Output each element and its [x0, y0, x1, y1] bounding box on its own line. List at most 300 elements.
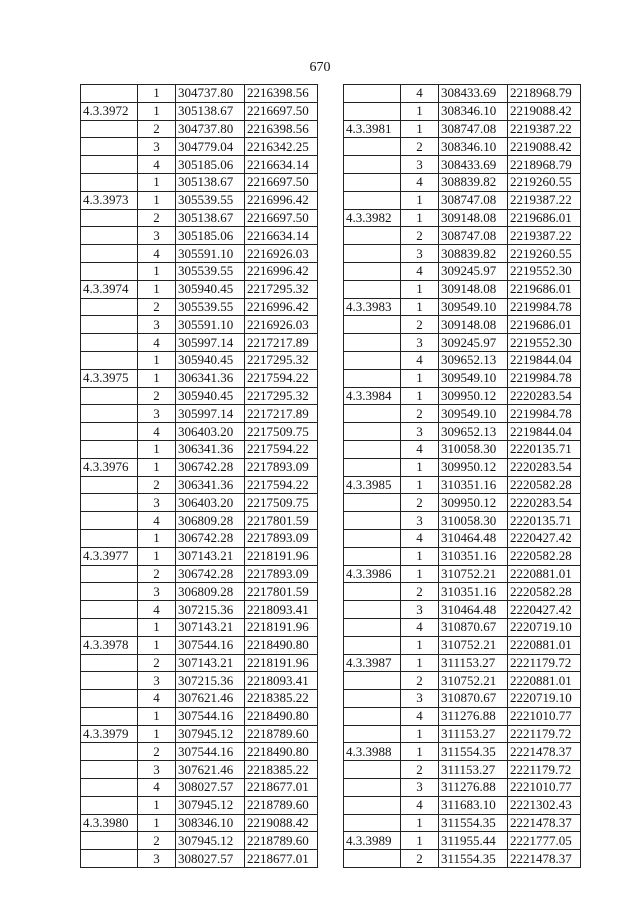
- x-coordinate-cell: 309950.12: [439, 387, 508, 405]
- point-number-cell: 1: [138, 814, 176, 832]
- x-coordinate-cell: 305997.14: [176, 405, 245, 423]
- table-row: [344, 636, 581, 654]
- x-coordinate-cell: 307945.12: [176, 796, 245, 814]
- x-coordinate-cell: 309245.97: [439, 334, 508, 352]
- table-row: [81, 262, 318, 280]
- parcel-id-cell: [81, 690, 138, 708]
- parcel-id-cell: [344, 85, 401, 103]
- parcel-id-cell: [344, 173, 401, 191]
- x-coordinate-cell: 309652.13: [439, 423, 508, 441]
- parcel-id-cell: [344, 761, 401, 779]
- point-number-cell: 3: [138, 227, 176, 245]
- table-row: [344, 529, 581, 547]
- parcel-id-cell: 4.3.3978: [81, 636, 138, 654]
- x-coordinate-cell: 306742.28: [176, 565, 245, 583]
- y-coordinate-cell: 2219984.78: [508, 369, 581, 387]
- x-coordinate-cell: 306341.36: [176, 369, 245, 387]
- point-number-cell: 1: [138, 725, 176, 743]
- table-row: [81, 761, 318, 779]
- parcel-id-cell: [81, 298, 138, 316]
- point-number-cell: 4: [401, 796, 439, 814]
- x-coordinate-cell: 309148.08: [439, 316, 508, 334]
- point-number-cell: 2: [401, 850, 439, 868]
- y-coordinate-cell: 2219387.22: [508, 227, 581, 245]
- page-number: 670: [309, 60, 331, 75]
- parcel-id-cell: [344, 494, 401, 512]
- x-coordinate-cell: 305138.67: [176, 102, 245, 120]
- y-coordinate-cell: 2218093.41: [245, 672, 318, 690]
- y-coordinate-cell: 2221478.37: [508, 743, 581, 761]
- table-row: [344, 458, 581, 476]
- point-number-cell: 4: [138, 245, 176, 263]
- table-row: [344, 707, 581, 725]
- point-number-cell: 1: [401, 387, 439, 405]
- x-coordinate-cell: 309148.08: [439, 209, 508, 227]
- point-number-cell: 2: [401, 405, 439, 423]
- y-coordinate-cell: 2219387.22: [508, 191, 581, 209]
- y-coordinate-cell: 2216996.42: [245, 191, 318, 209]
- x-coordinate-cell: 310870.67: [439, 690, 508, 708]
- x-coordinate-cell: 305591.10: [176, 316, 245, 334]
- point-number-cell: 1: [401, 725, 439, 743]
- table-row: [81, 369, 318, 387]
- parcel-id-cell: 4.3.3979: [81, 725, 138, 743]
- point-number-cell: 2: [401, 227, 439, 245]
- parcel-id-cell: [344, 102, 401, 120]
- point-number-cell: 1: [401, 743, 439, 761]
- y-coordinate-cell: 2217217.89: [245, 334, 318, 352]
- parcel-id-cell: [81, 565, 138, 583]
- point-number-cell: 1: [138, 547, 176, 565]
- parcel-id-cell: [344, 725, 401, 743]
- point-number-cell: 2: [138, 120, 176, 138]
- point-number-cell: 3: [401, 512, 439, 530]
- point-number-cell: 1: [401, 832, 439, 850]
- y-coordinate-cell: 2220283.54: [508, 387, 581, 405]
- table-row: [81, 280, 318, 298]
- y-coordinate-cell: 2218191.96: [245, 654, 318, 672]
- parcel-id-cell: [81, 440, 138, 458]
- y-coordinate-cell: 2220135.71: [508, 512, 581, 530]
- x-coordinate-cell: 305138.67: [176, 173, 245, 191]
- x-coordinate-cell: 310058.30: [439, 440, 508, 458]
- y-coordinate-cell: 2221010.77: [508, 707, 581, 725]
- x-coordinate-cell: 307143.21: [176, 618, 245, 636]
- y-coordinate-cell: 2219984.78: [508, 405, 581, 423]
- table-row: [344, 245, 581, 263]
- table-row: [344, 334, 581, 352]
- parcel-id-cell: [81, 334, 138, 352]
- x-coordinate-cell: 309549.10: [439, 405, 508, 423]
- y-coordinate-cell: 2221179.72: [508, 654, 581, 672]
- parcel-id-cell: [344, 405, 401, 423]
- x-coordinate-cell: 308433.69: [439, 85, 508, 103]
- y-coordinate-cell: 2219844.04: [508, 423, 581, 441]
- parcel-id-cell: [81, 601, 138, 619]
- coordinate-table-left: [80, 84, 318, 868]
- table-row: [81, 636, 318, 654]
- y-coordinate-cell: 2218191.96: [245, 618, 318, 636]
- x-coordinate-cell: 305997.14: [176, 334, 245, 352]
- x-coordinate-cell: 308346.10: [176, 814, 245, 832]
- point-number-cell: 2: [401, 761, 439, 779]
- table-row: [344, 618, 581, 636]
- y-coordinate-cell: 2218490.80: [245, 743, 318, 761]
- parcel-id-cell: [81, 423, 138, 441]
- x-coordinate-cell: 310351.16: [439, 547, 508, 565]
- y-coordinate-cell: 2219088.42: [508, 138, 581, 156]
- point-number-cell: 1: [138, 102, 176, 120]
- y-coordinate-cell: 2219387.22: [508, 120, 581, 138]
- parcel-id-cell: [81, 850, 138, 868]
- table-row: [344, 440, 581, 458]
- point-number-cell: 2: [138, 832, 176, 850]
- table-row: [344, 850, 581, 868]
- point-number-cell: 3: [138, 494, 176, 512]
- y-coordinate-cell: 2219552.30: [508, 334, 581, 352]
- x-coordinate-cell: 307945.12: [176, 832, 245, 850]
- parcel-id-cell: [81, 156, 138, 174]
- parcel-id-cell: 4.3.3980: [81, 814, 138, 832]
- y-coordinate-cell: 2218789.60: [245, 832, 318, 850]
- point-number-cell: 3: [138, 672, 176, 690]
- x-coordinate-cell: 309245.97: [439, 262, 508, 280]
- x-coordinate-cell: 310058.30: [439, 512, 508, 530]
- parcel-id-cell: [81, 779, 138, 797]
- point-number-cell: 1: [401, 298, 439, 316]
- x-coordinate-cell: 308346.10: [439, 138, 508, 156]
- table-row: [81, 779, 318, 797]
- table-row: [81, 725, 318, 743]
- x-coordinate-cell: 311554.35: [439, 814, 508, 832]
- x-coordinate-cell: 310351.16: [439, 583, 508, 601]
- x-coordinate-cell: 311153.27: [439, 725, 508, 743]
- point-number-cell: 1: [138, 707, 176, 725]
- y-coordinate-cell: 2219686.01: [508, 280, 581, 298]
- table-row: [344, 565, 581, 583]
- parcel-id-cell: [81, 173, 138, 191]
- x-coordinate-cell: 308027.57: [176, 850, 245, 868]
- point-number-cell: 4: [401, 440, 439, 458]
- parcel-id-cell: [344, 707, 401, 725]
- x-coordinate-cell: 309549.10: [439, 298, 508, 316]
- parcel-id-cell: 4.3.3981: [344, 120, 401, 138]
- point-number-cell: 3: [138, 405, 176, 423]
- y-coordinate-cell: 2217295.32: [245, 387, 318, 405]
- parcel-id-cell: [344, 280, 401, 298]
- table-row: [344, 209, 581, 227]
- y-coordinate-cell: 2218385.22: [245, 761, 318, 779]
- table-row: [344, 262, 581, 280]
- parcel-id-cell: [344, 440, 401, 458]
- parcel-id-cell: 4.3.3975: [81, 369, 138, 387]
- point-number-cell: 3: [401, 779, 439, 797]
- x-coordinate-cell: 306403.20: [176, 423, 245, 441]
- y-coordinate-cell: 2218093.41: [245, 601, 318, 619]
- point-number-cell: 4: [138, 512, 176, 530]
- parcel-id-cell: [81, 529, 138, 547]
- point-number-cell: 2: [138, 298, 176, 316]
- x-coordinate-cell: 311955.44: [439, 832, 508, 850]
- x-coordinate-cell: 305940.45: [176, 351, 245, 369]
- table-row: [81, 102, 318, 120]
- x-coordinate-cell: 307143.21: [176, 654, 245, 672]
- x-coordinate-cell: 310752.21: [439, 565, 508, 583]
- point-number-cell: 1: [138, 369, 176, 387]
- x-coordinate-cell: 306341.36: [176, 476, 245, 494]
- y-coordinate-cell: 2221179.72: [508, 725, 581, 743]
- x-coordinate-cell: 309652.13: [439, 351, 508, 369]
- y-coordinate-cell: 2219984.78: [508, 298, 581, 316]
- table-row: [344, 316, 581, 334]
- table-row: [81, 120, 318, 138]
- y-coordinate-cell: 2219260.55: [508, 245, 581, 263]
- table-row: [81, 494, 318, 512]
- parcel-id-cell: [81, 796, 138, 814]
- x-coordinate-cell: 306341.36: [176, 440, 245, 458]
- x-coordinate-cell: 305185.06: [176, 156, 245, 174]
- parcel-id-cell: [81, 227, 138, 245]
- point-number-cell: 4: [401, 529, 439, 547]
- parcel-id-cell: [344, 529, 401, 547]
- point-number-cell: 4: [401, 173, 439, 191]
- point-number-cell: 1: [401, 547, 439, 565]
- y-coordinate-cell: 2218789.60: [245, 725, 318, 743]
- parcel-id-cell: [344, 583, 401, 601]
- point-number-cell: 3: [401, 690, 439, 708]
- point-number-cell: 4: [138, 334, 176, 352]
- point-number-cell: 1: [401, 102, 439, 120]
- parcel-id-cell: [81, 761, 138, 779]
- parcel-id-cell: [344, 156, 401, 174]
- y-coordinate-cell: 2220881.01: [508, 672, 581, 690]
- point-number-cell: 3: [401, 245, 439, 263]
- y-coordinate-cell: 2220719.10: [508, 618, 581, 636]
- point-number-cell: 2: [138, 476, 176, 494]
- parcel-id-cell: 4.3.3973: [81, 191, 138, 209]
- table-row: [81, 618, 318, 636]
- y-coordinate-cell: 2221010.77: [508, 779, 581, 797]
- x-coordinate-cell: 305539.55: [176, 298, 245, 316]
- x-coordinate-cell: 311554.35: [439, 850, 508, 868]
- x-coordinate-cell: 311276.88: [439, 779, 508, 797]
- point-number-cell: 2: [138, 565, 176, 583]
- y-coordinate-cell: 2220719.10: [508, 690, 581, 708]
- table-row: [81, 316, 318, 334]
- parcel-id-cell: 4.3.3988: [344, 743, 401, 761]
- x-coordinate-cell: 310464.48: [439, 601, 508, 619]
- point-number-cell: 1: [138, 529, 176, 547]
- table-row: [81, 565, 318, 583]
- table-row: [344, 547, 581, 565]
- x-coordinate-cell: 307621.46: [176, 761, 245, 779]
- parcel-id-cell: [344, 814, 401, 832]
- y-coordinate-cell: 2221777.05: [508, 832, 581, 850]
- point-number-cell: 4: [401, 618, 439, 636]
- parcel-id-cell: [81, 138, 138, 156]
- y-coordinate-cell: 2216996.42: [245, 262, 318, 280]
- table-row: [344, 601, 581, 619]
- parcel-id-cell: [81, 387, 138, 405]
- table-row: [81, 138, 318, 156]
- table-row: [344, 423, 581, 441]
- x-coordinate-cell: 307143.21: [176, 547, 245, 565]
- table-row: [81, 173, 318, 191]
- point-number-cell: 4: [138, 601, 176, 619]
- table-row: [344, 761, 581, 779]
- parcel-id-cell: [81, 262, 138, 280]
- y-coordinate-cell: 2220881.01: [508, 565, 581, 583]
- parcel-id-cell: [81, 405, 138, 423]
- y-coordinate-cell: 2220283.54: [508, 458, 581, 476]
- x-coordinate-cell: 306742.28: [176, 458, 245, 476]
- table-row: [344, 654, 581, 672]
- y-coordinate-cell: 2217594.22: [245, 369, 318, 387]
- table-row: [344, 690, 581, 708]
- parcel-id-cell: [344, 369, 401, 387]
- parcel-id-cell: [81, 351, 138, 369]
- table-row: [81, 654, 318, 672]
- y-coordinate-cell: 2216697.50: [245, 102, 318, 120]
- point-number-cell: 1: [401, 565, 439, 583]
- point-number-cell: 3: [401, 423, 439, 441]
- point-number-cell: 4: [138, 690, 176, 708]
- y-coordinate-cell: 2216398.56: [245, 120, 318, 138]
- point-number-cell: 4: [401, 262, 439, 280]
- x-coordinate-cell: 311276.88: [439, 707, 508, 725]
- table-row: [81, 351, 318, 369]
- y-coordinate-cell: 2219844.04: [508, 351, 581, 369]
- parcel-id-cell: 4.3.3976: [81, 458, 138, 476]
- table-row: [344, 387, 581, 405]
- point-number-cell: 4: [138, 423, 176, 441]
- table-row: [344, 512, 581, 530]
- point-number-cell: 1: [138, 262, 176, 280]
- parcel-id-cell: [81, 672, 138, 690]
- table-row: [344, 85, 581, 103]
- table-row: [344, 672, 581, 690]
- x-coordinate-cell: 305138.67: [176, 209, 245, 227]
- parcel-id-cell: [344, 316, 401, 334]
- point-number-cell: 2: [401, 316, 439, 334]
- point-number-cell: 1: [401, 476, 439, 494]
- parcel-id-cell: 4.3.3986: [344, 565, 401, 583]
- y-coordinate-cell: 2218490.80: [245, 707, 318, 725]
- y-coordinate-cell: 2221179.72: [508, 761, 581, 779]
- parcel-id-cell: [344, 138, 401, 156]
- parcel-id-cell: [344, 690, 401, 708]
- x-coordinate-cell: 304737.80: [176, 120, 245, 138]
- table-row: [81, 547, 318, 565]
- point-number-cell: 1: [401, 191, 439, 209]
- point-number-cell: 2: [138, 209, 176, 227]
- y-coordinate-cell: 2219552.30: [508, 262, 581, 280]
- table-row: [344, 583, 581, 601]
- parcel-id-cell: 4.3.3977: [81, 547, 138, 565]
- parcel-id-cell: [344, 458, 401, 476]
- parcel-id-cell: [81, 209, 138, 227]
- parcel-id-cell: [344, 262, 401, 280]
- x-coordinate-cell: 309950.12: [439, 494, 508, 512]
- x-coordinate-cell: 308747.08: [439, 227, 508, 245]
- y-coordinate-cell: 2218968.79: [508, 85, 581, 103]
- table-row: [81, 423, 318, 441]
- point-number-cell: 4: [401, 85, 439, 103]
- parcel-id-cell: 4.3.3982: [344, 209, 401, 227]
- point-number-cell: 1: [138, 618, 176, 636]
- point-number-cell: 1: [138, 85, 176, 103]
- point-number-cell: 1: [138, 191, 176, 209]
- y-coordinate-cell: 2220582.28: [508, 476, 581, 494]
- point-number-cell: 2: [138, 654, 176, 672]
- x-coordinate-cell: 308747.08: [439, 120, 508, 138]
- parcel-id-cell: [344, 227, 401, 245]
- parcel-id-cell: [344, 601, 401, 619]
- y-coordinate-cell: 2219686.01: [508, 209, 581, 227]
- table-row: [344, 405, 581, 423]
- y-coordinate-cell: 2218677.01: [245, 850, 318, 868]
- parcel-id-cell: [344, 796, 401, 814]
- y-coordinate-cell: 2218385.22: [245, 690, 318, 708]
- y-coordinate-cell: 2220427.42: [508, 601, 581, 619]
- parcel-id-cell: [81, 120, 138, 138]
- parcel-id-cell: 4.3.3983: [344, 298, 401, 316]
- point-number-cell: 1: [401, 209, 439, 227]
- x-coordinate-cell: 307215.36: [176, 601, 245, 619]
- parcel-id-cell: [81, 316, 138, 334]
- parcel-id-cell: [344, 423, 401, 441]
- parcel-id-cell: [81, 707, 138, 725]
- parcel-id-cell: 4.3.3984: [344, 387, 401, 405]
- table-row: [344, 494, 581, 512]
- table-row: [344, 120, 581, 138]
- y-coordinate-cell: 2218191.96: [245, 547, 318, 565]
- x-coordinate-cell: 307945.12: [176, 725, 245, 743]
- table-row: [344, 138, 581, 156]
- table-row: [344, 298, 581, 316]
- x-coordinate-cell: 308346.10: [439, 102, 508, 120]
- parcel-id-cell: [344, 512, 401, 530]
- y-coordinate-cell: 2216996.42: [245, 298, 318, 316]
- point-number-cell: 2: [401, 583, 439, 601]
- point-number-cell: 4: [401, 351, 439, 369]
- table-row: [81, 387, 318, 405]
- x-coordinate-cell: 309148.08: [439, 280, 508, 298]
- y-coordinate-cell: 2217893.09: [245, 529, 318, 547]
- point-number-cell: 1: [401, 654, 439, 672]
- parcel-id-cell: [81, 832, 138, 850]
- x-coordinate-cell: 310870.67: [439, 618, 508, 636]
- x-coordinate-cell: 307544.16: [176, 636, 245, 654]
- x-coordinate-cell: 310464.48: [439, 529, 508, 547]
- table-row: [81, 85, 318, 103]
- y-coordinate-cell: 2220283.54: [508, 494, 581, 512]
- x-coordinate-cell: 308839.82: [439, 245, 508, 263]
- x-coordinate-cell: 305940.45: [176, 387, 245, 405]
- x-coordinate-cell: 311683.10: [439, 796, 508, 814]
- x-coordinate-cell: 306742.28: [176, 529, 245, 547]
- table-row: [344, 779, 581, 797]
- table-row: [344, 156, 581, 174]
- table-row: [81, 298, 318, 316]
- y-coordinate-cell: 2216634.14: [245, 227, 318, 245]
- x-coordinate-cell: 305539.55: [176, 262, 245, 280]
- point-number-cell: 4: [401, 707, 439, 725]
- y-coordinate-cell: 2217893.09: [245, 565, 318, 583]
- x-coordinate-cell: 307621.46: [176, 690, 245, 708]
- table-row: [81, 476, 318, 494]
- point-number-cell: 3: [138, 316, 176, 334]
